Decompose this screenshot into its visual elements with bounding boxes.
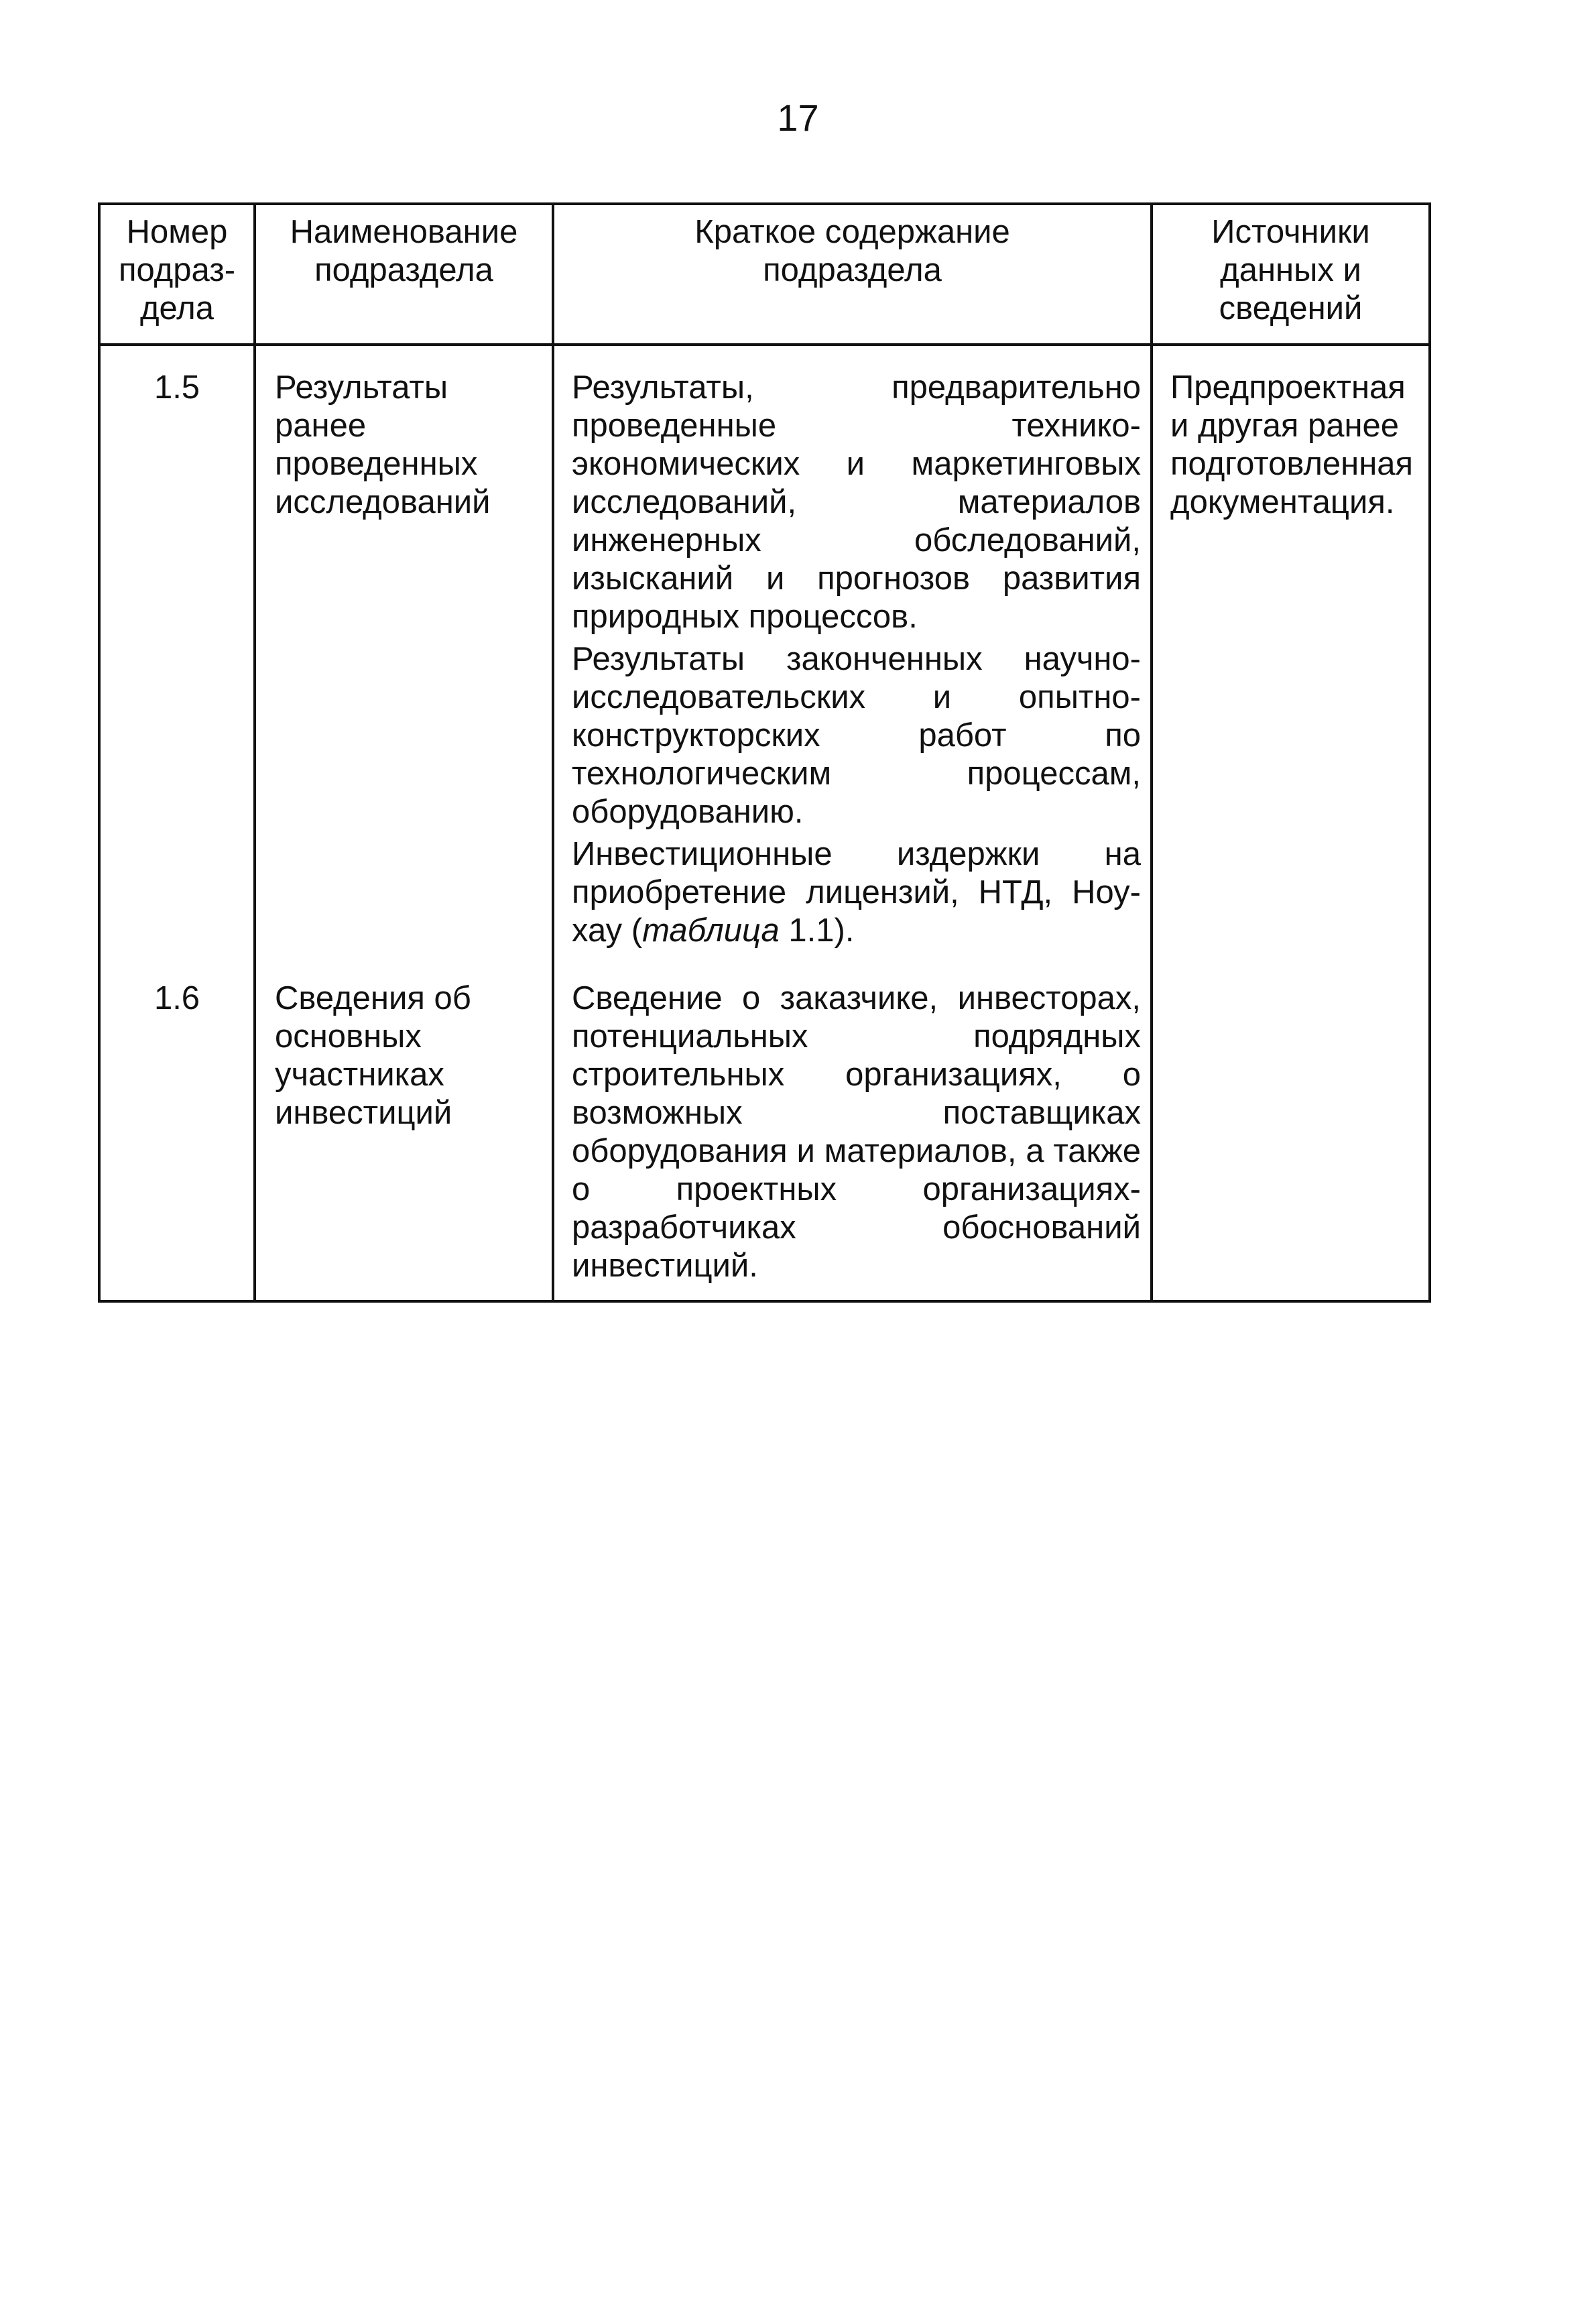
row-sources: Предпроектная и другая ранее подготовленная документация. bbox=[1152, 345, 1430, 970]
content-text-end: 1.1). bbox=[779, 912, 855, 949]
content-text: Инвестиционные издержки на приобретение лицензий, НТД, Ноу-хау ( bbox=[572, 836, 1141, 949]
row-name: Результаты ранее проведенных исследований bbox=[255, 345, 553, 970]
header-number-label: Номер подраз-дела bbox=[118, 214, 236, 326]
table-reference: таблица bbox=[642, 912, 780, 949]
content-paragraph bbox=[572, 835, 1141, 950]
header-name-label: Наименование подраздела bbox=[290, 214, 518, 288]
header-sources bbox=[1152, 204, 1430, 345]
table-row bbox=[99, 970, 1430, 1301]
subsections-table bbox=[98, 202, 1431, 1303]
row-name: Сведения об основных участниках инвестиций bbox=[255, 970, 553, 1301]
header-content-label: Краткое содержание подраздела bbox=[694, 214, 1010, 288]
row-content bbox=[553, 345, 1152, 970]
header-content bbox=[553, 204, 1152, 345]
row-content bbox=[553, 970, 1152, 1301]
table-row bbox=[99, 345, 1430, 970]
content-paragraph: Сведение о заказчике, инвесторах, потенциальных подрядных строительных организациях, о возможных поставщиках оборудования и материалов, а также о проектных организациях-разработчиках обоснований инвестиций. bbox=[572, 980, 1141, 1284]
row-number: 1.5 bbox=[99, 345, 255, 970]
row-number: 1.6 bbox=[99, 970, 255, 1301]
header-number bbox=[99, 204, 255, 345]
page-number: 17 bbox=[777, 97, 819, 139]
table-header-row bbox=[99, 204, 1430, 345]
row-sources bbox=[1152, 970, 1430, 1301]
header-sources-label: Источники данных и сведений bbox=[1211, 214, 1370, 326]
header-name bbox=[255, 204, 553, 345]
content-paragraph: Результаты законченных научно-исследовательских и опытно-конструкторских работ по технологическим процессам, оборудованию. bbox=[572, 641, 1141, 830]
content-paragraph: Результаты, предварительно проведенные технико-экономических и маркетинговых исследований, материалов инженерных обследований, изысканий и прогнозов развития природных процессов. bbox=[572, 369, 1141, 635]
